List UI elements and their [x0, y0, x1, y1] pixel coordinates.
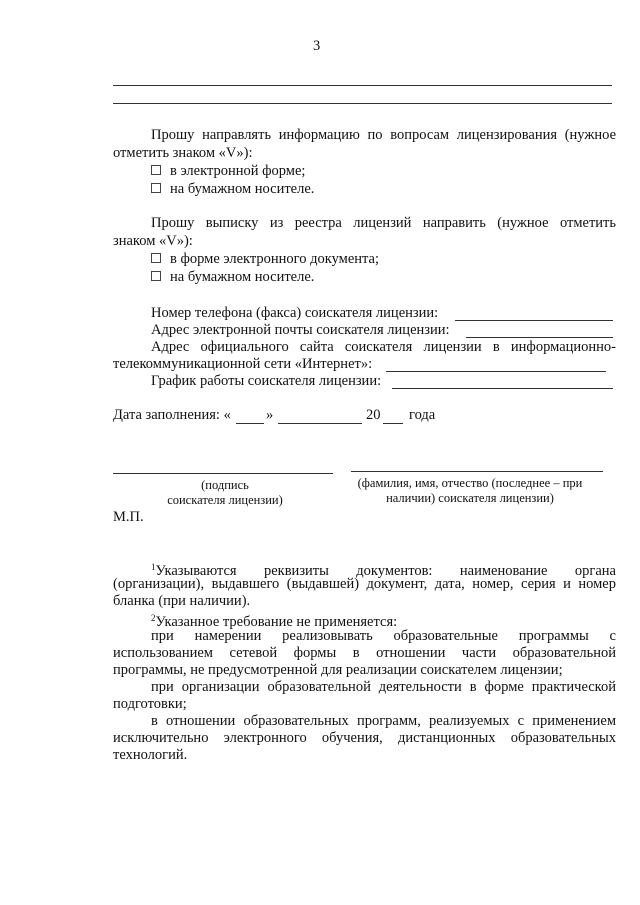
checkbox-extract-electronic[interactable] [151, 253, 161, 263]
signature-caption [150, 478, 300, 508]
extract-option-paper [151, 269, 314, 286]
info-option-electronic [151, 163, 305, 180]
signature-line[interactable] [113, 473, 333, 474]
extract-request-text-line2: знаком «V»): [113, 233, 193, 249]
date-day-field[interactable] [236, 423, 264, 424]
full-name-caption-line2: наличии) соискателя лицензии) [386, 491, 554, 505]
blank-line-top-1[interactable] [113, 85, 612, 86]
schedule-label: График работы соискателя лицензии: [151, 373, 382, 389]
checkbox-electronic[interactable] [151, 165, 161, 175]
info-request-text-line1: Прошу направлять информацию по вопросам лицензирования (нужное [151, 127, 616, 143]
page-number: 3 [313, 38, 321, 54]
full-name-line[interactable] [351, 471, 603, 472]
date-month-field[interactable] [278, 423, 362, 424]
full-name-caption [340, 476, 600, 506]
footnote-1-text: Указываются реквизиты документов: наименование органа [155, 563, 616, 579]
extract-option-paper-label: на бумажном носителе. [170, 269, 315, 285]
website-label-line1: Адрес официального сайта соискателя лицензии в информационно- [151, 339, 616, 355]
footnote-1-line3: бланка (при наличии). [113, 593, 251, 609]
extract-request-text-line1: Прошу выписку из реестра лицензий направить (нужное отметить [151, 215, 616, 231]
footnote-1-line2: (организации), выдавшего (выдавшей) документ, дата, номер, серия и номер [113, 576, 616, 592]
full-name-caption-line1: (фамилия, имя, отчество (последнее – при [357, 476, 583, 490]
footnote-1-mark: 1 [151, 562, 156, 572]
signature-caption-line1: (подпись [201, 478, 249, 492]
exception-2-line2: подготовки; [113, 696, 187, 712]
email-field[interactable] [466, 337, 613, 338]
footnote-2-mark: 2 [151, 613, 156, 623]
stamp-label: М.П. [113, 509, 144, 525]
info-option-paper [151, 181, 314, 198]
date-quote-close: » [266, 407, 274, 423]
website-field[interactable] [386, 371, 606, 372]
exception-1-line2: использованием сетевой формы в отношении части образовательной [113, 645, 616, 661]
extract-option-electronic-label: в форме электронного документа; [170, 251, 379, 267]
exception-3-line3: технологий. [113, 747, 188, 763]
exception-1-line1: при намерении реализовывать образовательные программы с [151, 628, 616, 644]
exception-2-line1: при организации образовательной деятельности в форме практической [151, 679, 616, 695]
signature-caption-line2: соискателя лицензии) [167, 493, 283, 507]
info-option-paper-label: на бумажном носителе. [170, 181, 315, 197]
website-label-line2: телекоммуникационной сети «Интернет»: [113, 356, 373, 372]
schedule-field[interactable] [392, 388, 613, 389]
exception-3-line1: в отношении образовательных программ, реализуемых с применением [151, 713, 616, 729]
date-year-suffix: года [409, 407, 436, 423]
footnote-2-text: Указанное требование не применяется: [155, 614, 398, 630]
phone-label: Номер телефона (факса) соискателя лицензии: [151, 305, 439, 321]
blank-line-top-2[interactable] [113, 103, 612, 104]
date-label: Дата заполнения: « [113, 407, 231, 423]
info-request-text-line2: отметить знаком «V»): [113, 145, 253, 161]
exception-3-line2: исключительно электронного обучения, дистанционных образовательных [113, 730, 616, 746]
email-label: Адрес электронной почты соискателя лицензии: [151, 322, 450, 338]
checkbox-paper[interactable] [151, 183, 161, 193]
phone-field[interactable] [455, 320, 613, 321]
date-year-prefix: 20 [366, 407, 381, 423]
extract-option-electronic [151, 251, 379, 268]
exception-1-line3: программы, не предусмотренной для реализации соискателем лицензии; [113, 662, 563, 678]
info-option-electronic-label: в электронной форме; [170, 163, 306, 179]
checkbox-extract-paper[interactable] [151, 271, 161, 281]
date-year-field[interactable] [383, 423, 403, 424]
